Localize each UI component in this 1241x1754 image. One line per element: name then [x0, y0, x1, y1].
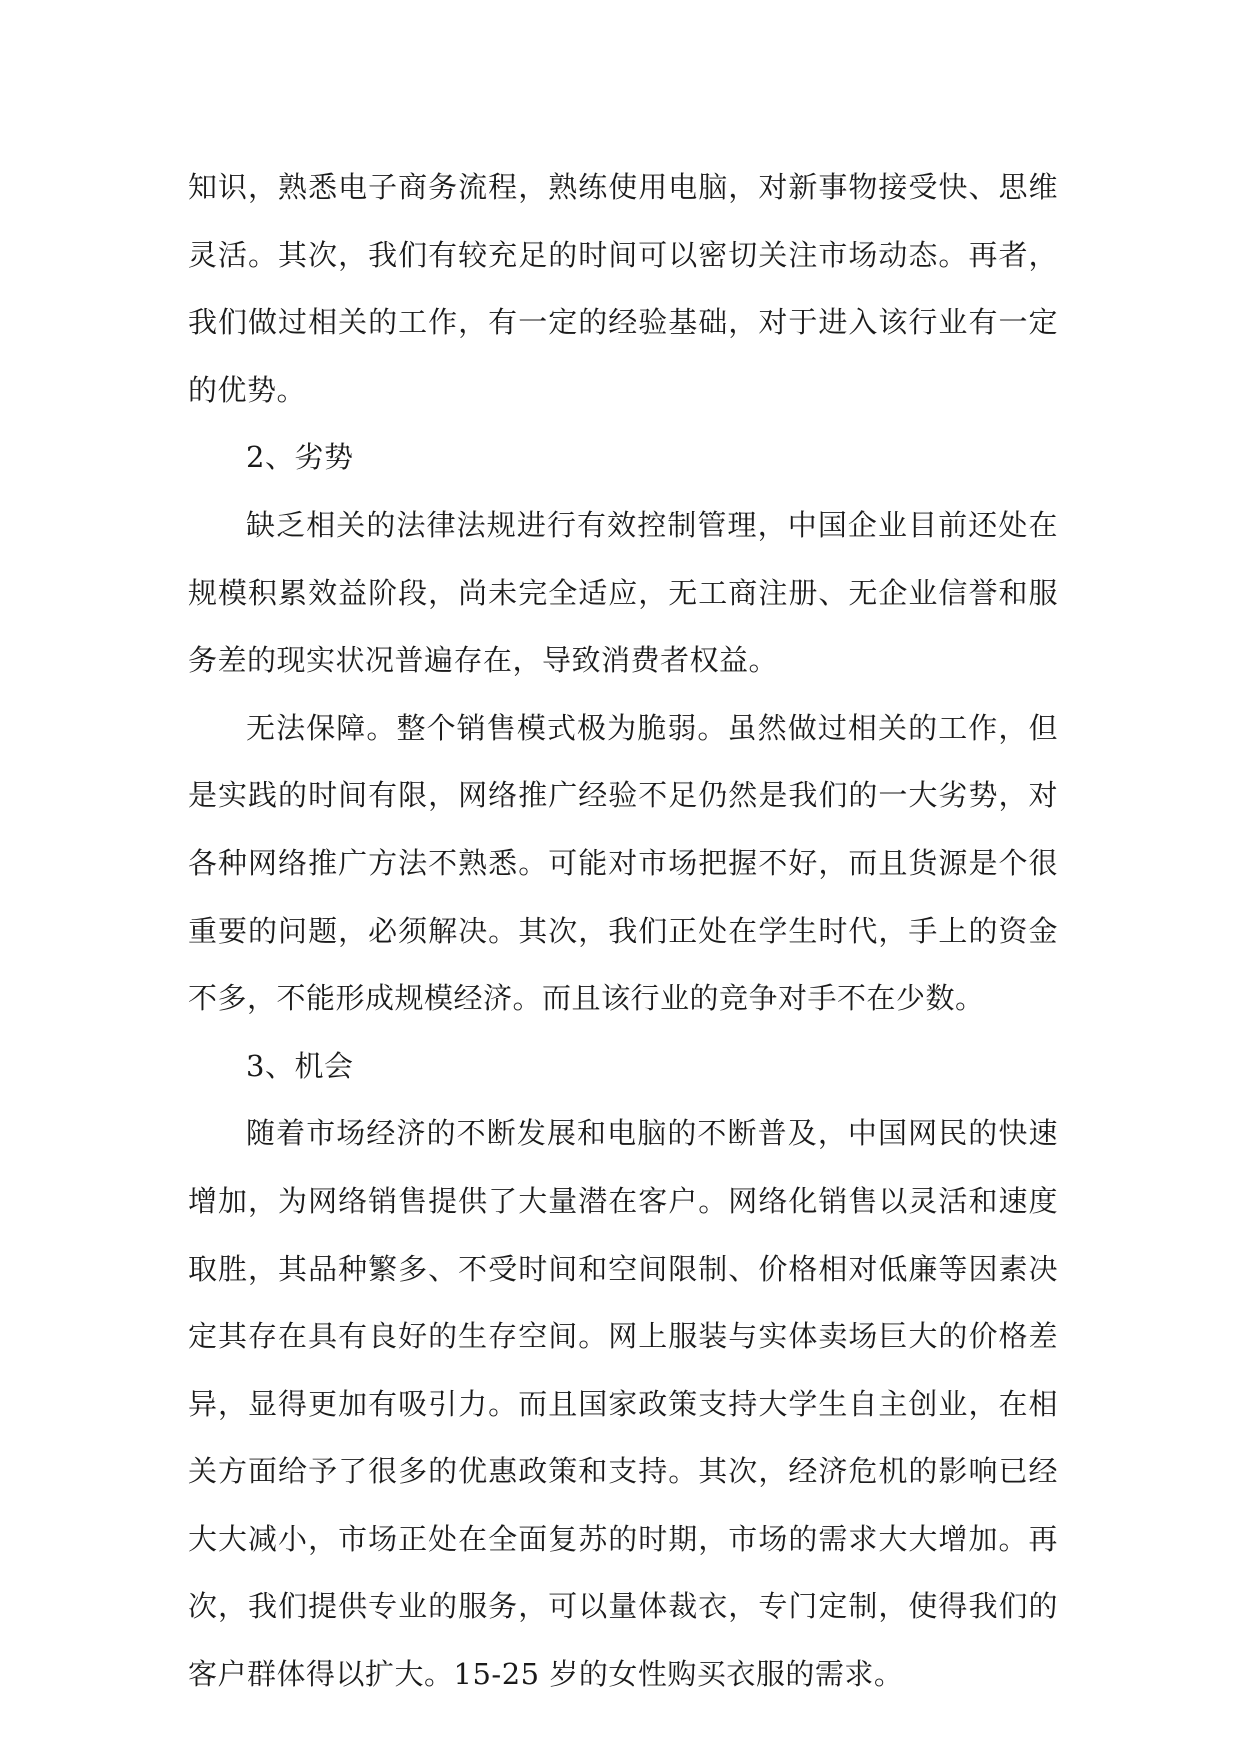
paragraph-strengths-continued: 知识，熟悉电子商务流程，熟练使用电脑，对新事物接受快、思维灵活。其次，我们有较充足的时间可以密切关注市场动态。再者，我们做过相关的工作，有一定的经验基础，对于进入该行业有一定的优势。	[188, 170, 1058, 407]
section-heading-weaknesses: 2、劣势	[246, 440, 354, 475]
section-heading-opportunities: 3、机会	[246, 1048, 354, 1083]
paragraph-opportunities: 随着市场经济的不断发展和电脑的不断普及，中国网民的快速增加，为网络销售提供了大量潜在客户。网络化销售以灵活和速度取胜，其品种繁多、不受时间和空间限制、价格相对低廉等因素决定其存在具有良好的生存空间。网上服装与实体卖场巨大的价格差异，显得更加有吸引力。而且国家政策支持大学生自主创业，在相关方面给予了很多的优惠政策和支持。其次，经济危机的影响已经大大减小，市场正处在全面复苏的时期，市场的需求大大增加。再次，我们提供专业的服务，可以量体裁衣，专门定制，使得我们的客户群体得以扩大。15-25 岁的女性购买衣服的需求。	[188, 1116, 1058, 1692]
paragraph-weaknesses-2: 无法保障。整个销售模式极为脆弱。虽然做过相关的工作，但是实践的时间有限，网络推广经验不足仍然是我们的一大劣势，对各种网络推广方法不熟悉。可能对市场把握不好，而且货源是个很重要的问题，必须解决。其次，我们正处在学生时代，手上的资金不多，不能形成规模经济。而且该行业的竞争对手不在少数。	[188, 710, 1058, 1016]
paragraph-weaknesses-1: 缺乏相关的法律法规进行有效控制管理，中国企业目前还处在规模积累效益阶段，尚未完全适应，无工商注册、无企业信誉和服务差的现实状况普遍存在，导致消费者权益。	[188, 507, 1058, 678]
document-body	[188, 154, 1058, 1709]
